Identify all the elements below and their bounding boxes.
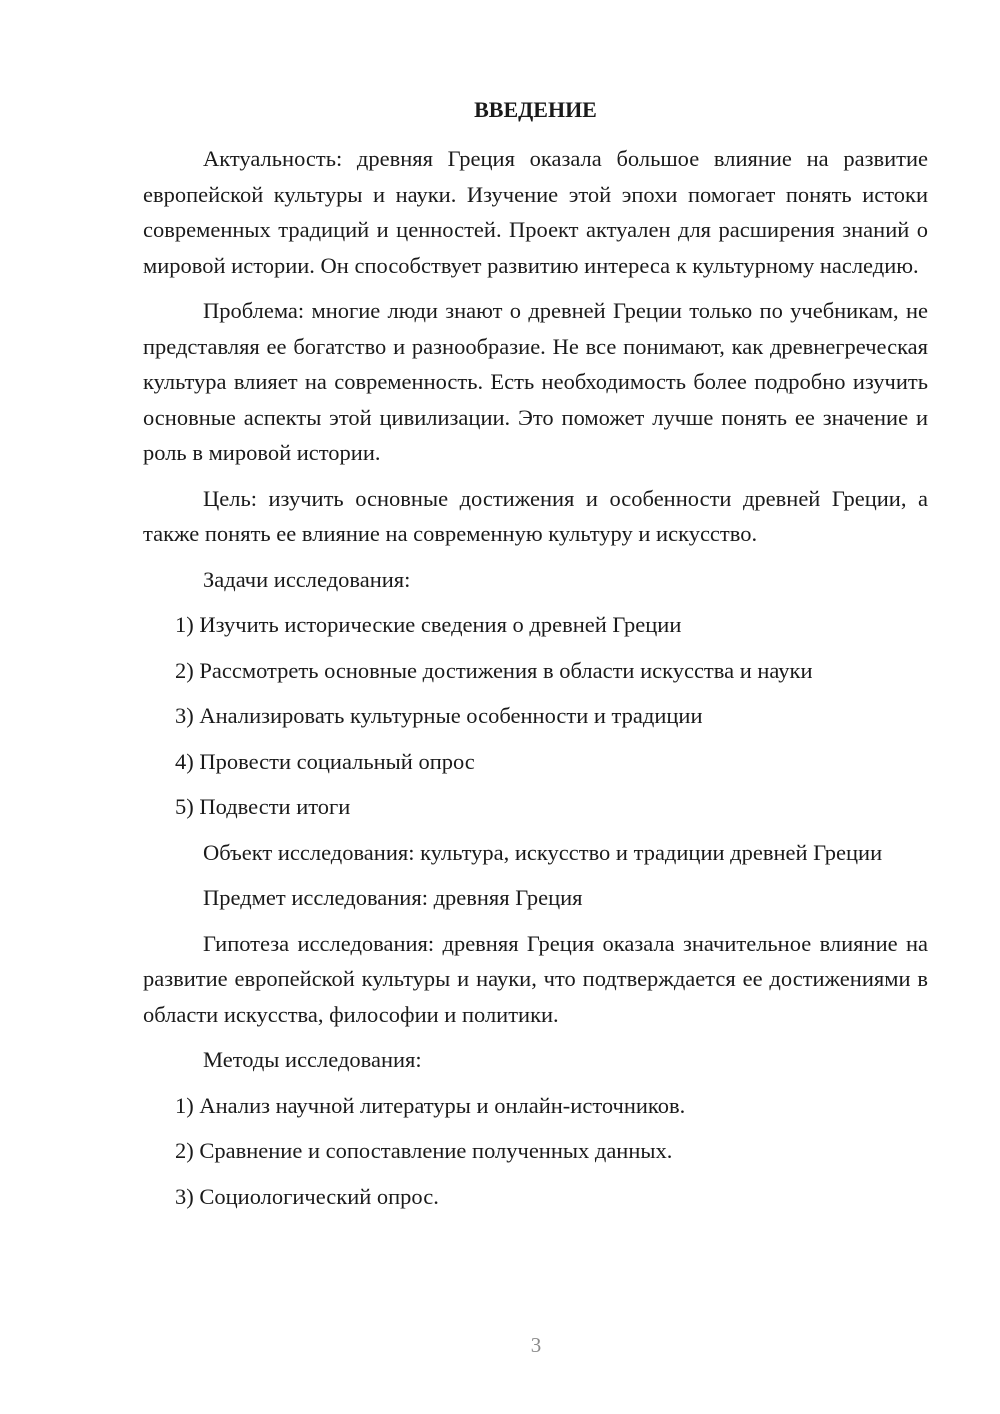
page-number: 3 — [530, 1333, 542, 1357]
method-item: 1) Анализ научной литературы и онлайн-источников. — [175, 1092, 686, 1118]
page-title: ВВЕДЕНИЕ — [474, 97, 597, 122]
document-page — [143, 92, 928, 1224]
method-item: 3) Социологический опрос. — [175, 1183, 439, 1209]
hypothesis-paragraph: Гипотеза исследования: древняя Греция оказала значительное влияние на развитие европейской культуры и науки, что подтверждается ее достижениями в области искусства, философии и политики. — [143, 930, 928, 1027]
task-item: 1) Изучить исторические сведения о древней Греции — [175, 612, 682, 637]
subject-line: Предмет исследования: древняя Греция — [203, 885, 583, 910]
tasks-heading: Задачи исследования: — [203, 566, 411, 592]
task-item: 2) Рассмотреть основные достижения в области искусства и науки — [175, 657, 813, 683]
methods-list — [143, 1088, 928, 1215]
task-item: 4) Провести социальный опрос — [175, 748, 475, 774]
tasks-list — [143, 607, 928, 825]
task-item: 5) Подвести итоги — [175, 794, 351, 819]
relevance-paragraph: Актуальность: древняя Греция оказала большое влияние на развитие европейской культуры и науки. Изучение этой эпохи помогает понять истоки современных традиций и ценностей. Проект актуален для расширения знаний о мировой истории. Он способствует развитию интереса к культурному наследию. — [143, 146, 928, 278]
task-item: 3) Анализировать культурные особенности и традиции — [175, 703, 703, 728]
methods-heading: Методы исследования: — [203, 1047, 422, 1072]
goal-paragraph: Цель: изучить основные достижения и особенности древней Греции, а также понять ее влияние на современную культуру и искусство. — [143, 485, 928, 546]
problem-paragraph: Проблема: многие люди знают о древней Греции только по учебникам, не представляя ее богатство и разнообразие. Не все понимают, как древнегреческая культура влияет на современность. Есть необходимость более подробно изучить основные аспекты этой цивилизации. Это поможет лучше понять ее значение и роль в мировой истории. — [143, 298, 928, 465]
method-item: 2) Сравнение и сопоставление полученных данных. — [175, 1138, 673, 1163]
object-paragraph: Объект исследования: культура, искусство и традиции древней Греции — [203, 839, 883, 865]
